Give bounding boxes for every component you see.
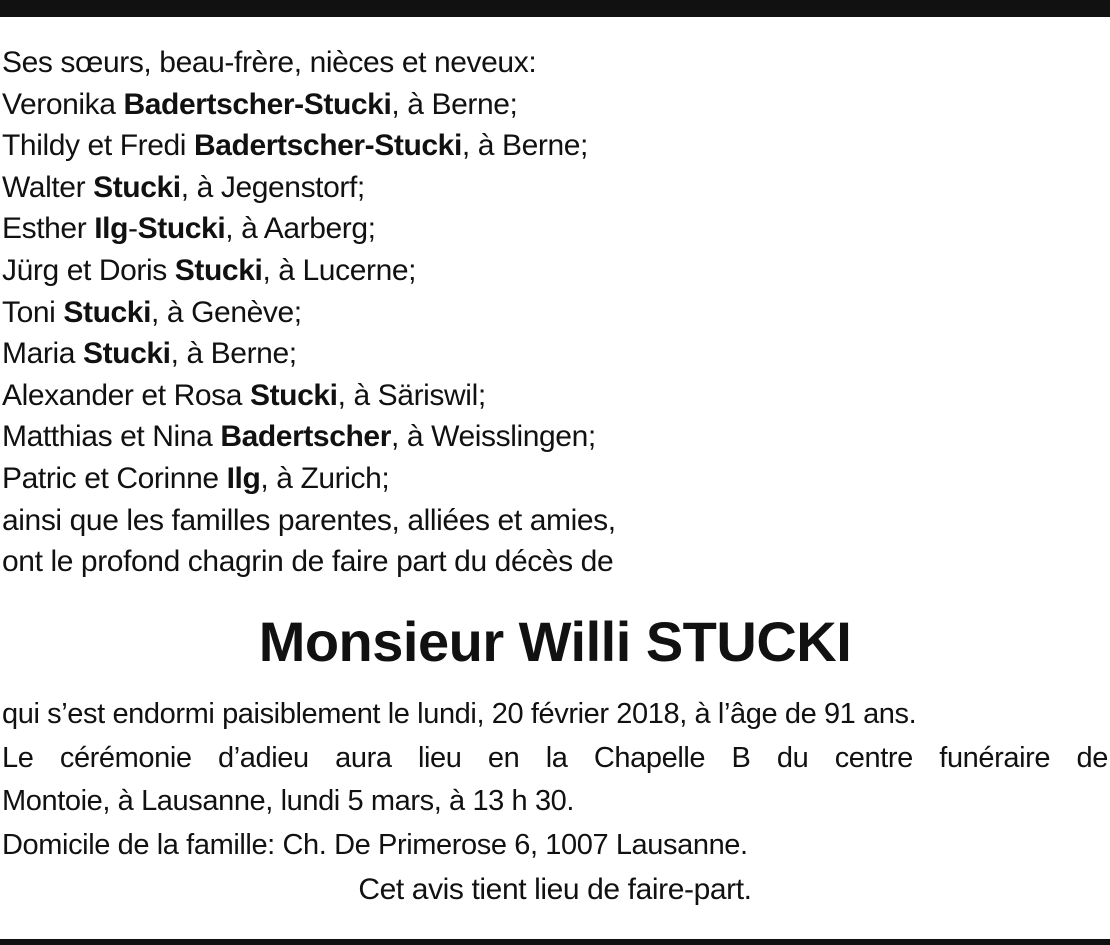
relative-family-name: Badertscher-Stucki [123, 87, 392, 121]
top-border-rule [0, 0, 1110, 17]
relative-family-name: Stucki [249, 378, 338, 412]
bottom-border-rule [0, 939, 1110, 945]
relative-entry [2, 125, 1102, 167]
relative-place: , à Berne; [170, 337, 297, 371]
relative-given-name: Toni [2, 295, 64, 329]
relative-name-separator: - [128, 212, 138, 246]
relative-given-name: Alexander et Rosa [2, 378, 250, 412]
relative-entry [2, 333, 1102, 375]
closing-note: Cet avis tient lieu de faire-part. [358, 873, 752, 906]
deceased-name-heading: Monsieur Willi STUCKI [258, 610, 852, 673]
relative-family-name: Badertscher-Stucki [194, 129, 462, 163]
relatives-list [2, 42, 1102, 583]
family-address-line: Domicile de la famille: Ch. De Primerose 6, 1007 Lausanne. [2, 828, 748, 861]
relative-entry [2, 375, 1102, 417]
relative-family-name: Ilg [94, 212, 129, 246]
announcement-line: ont le profond chagrin de faire part du décès de [2, 545, 614, 579]
relative-given-name: Maria [2, 337, 83, 371]
relative-given-name: Walter [2, 170, 94, 204]
relative-family-name: Stucki [137, 212, 226, 246]
families-line: ainsi que les familles parentes, alliées et amies, [2, 503, 616, 537]
relative-given-name: Patric et Corinne [2, 461, 227, 495]
relative-entry [2, 208, 1102, 250]
relative-entry [2, 416, 1102, 458]
relative-given-name: Jürg et Doris [2, 253, 175, 287]
relative-place: , à Aarberg; [225, 212, 376, 246]
relative-place: , à Berne; [461, 129, 588, 163]
relative-place: , à Weisslingen; [391, 420, 596, 454]
relative-entry [2, 167, 1102, 209]
service-details [2, 693, 1108, 867]
passing-line: qui s’est endormi paisiblement le lundi, 20 février 2018, à l’âge de 91 ans. [2, 698, 917, 730]
relative-family-name: Stucki [93, 170, 181, 204]
ceremony-line: Le cérémonie d’adieu aura lieu en la Chapelle B du centre funéraire de [2, 741, 1108, 774]
relative-place: , à Jegenstorf; [180, 170, 365, 204]
intro-line: Ses sœurs, beau-frère, nièces et neveux: [2, 46, 537, 79]
relative-place: , à Genève; [151, 295, 302, 329]
relative-entry [2, 458, 1102, 500]
relative-given-name: Veronika [2, 87, 124, 121]
relative-family-name: Stucki [174, 253, 263, 287]
ceremony-location-line: Montoie, à Lausanne, lundi 5 mars, à 13 h 30. [2, 785, 575, 817]
relative-given-name: Esther [2, 212, 95, 246]
relative-place: , à Berne; [391, 87, 518, 121]
relative-given-name: Matthias et Nina [2, 420, 221, 454]
relative-family-name: Stucki [63, 295, 152, 329]
relative-place: , à Säriswil; [337, 378, 486, 412]
relative-entry [2, 292, 1102, 334]
relative-family-name: Stucki [82, 337, 171, 371]
relative-family-name: Badertscher [220, 420, 391, 454]
relative-place: , à Zurich; [260, 461, 390, 495]
relative-entry [2, 250, 1102, 292]
relative-place: , à Lucerne; [262, 253, 417, 287]
relative-given-name: Thildy et Fredi [2, 129, 194, 163]
relative-entry [2, 84, 1102, 126]
relative-family-name: Ilg [226, 461, 261, 495]
